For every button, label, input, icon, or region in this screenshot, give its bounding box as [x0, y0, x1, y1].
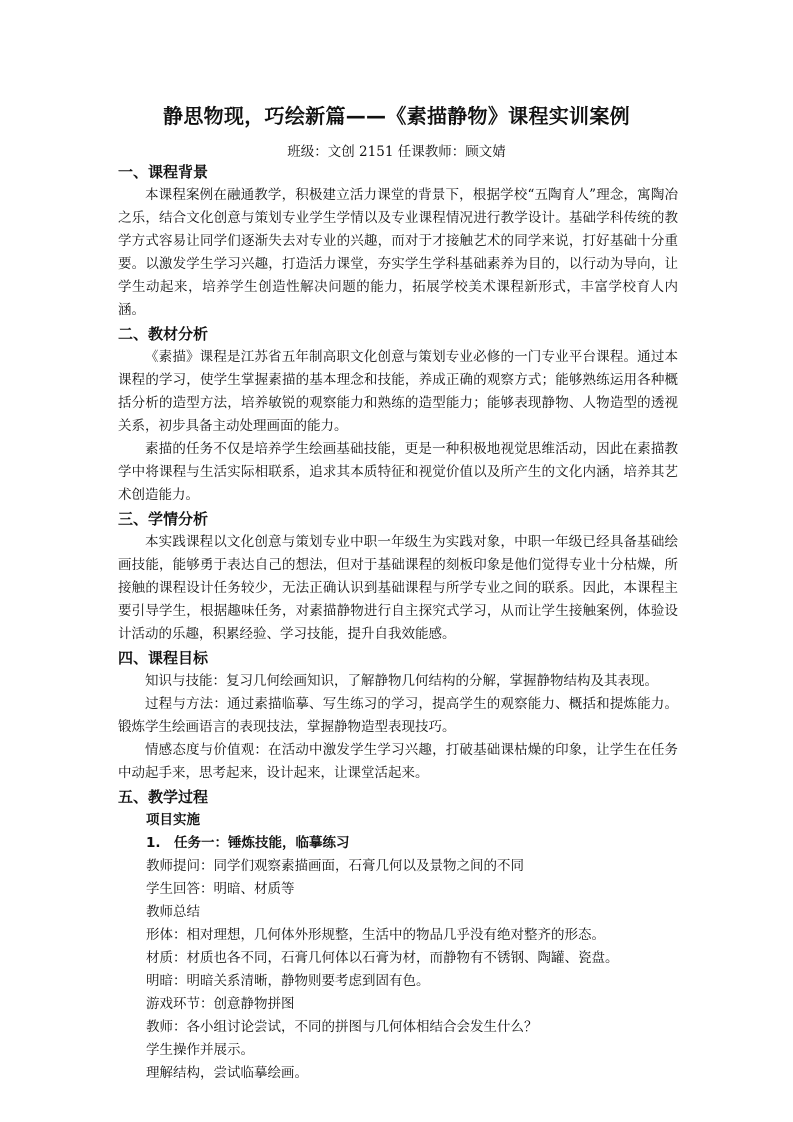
paragraph: 素描的任务不仅是培养学生绘画基础技能，更是一种积极地视觉思维活动，因此在素描教学中将课程与生活实际相联系，追求其本质特征和视觉价值以及所产生的文化内涵，培养其艺术创造能力。	[118, 441, 678, 503]
section-heading-student-analysis: 三、学情分析	[118, 510, 209, 528]
paragraph: 过程与方法：通过素描临摹、写生练习的学习，提高学生的观察能力、概括和提炼能力。锻炼学生绘画语言的表现技法，掌握静物造型表现技巧。	[118, 696, 678, 735]
task-number: 1.	[146, 835, 161, 851]
process-line: 学生回答：明暗、材质等	[146, 881, 295, 897]
document-title: 静思物现，巧绘新篇——《素描静物》课程实训案例	[163, 104, 630, 128]
paragraph: 本实践课程以文化创意与策划专业中职一年级生为实践对象，中职一年级已经具备基础绘画技能，能够勇于表达自己的想法，但对于基础课程的刻板印象是他们觉得专业十分枯燥，所接触的课程设计任务较少，无法正确认识到基础课程与所学专业之间的联系。因此，本课程主要引导学生，根据趣味任务，对素描静物进行自主探究式学习，从而让学生接触案例，体验设计活动的乐趣，积累经验、学习技能，提升自我效能感。	[118, 534, 678, 642]
paragraph: 本课程案例在融通教学，积极建立活力课堂的背景下，根据学校“五陶育人”理念，寓陶冶之乐，结合文化创意与策划专业学生学情以及专业课程情况进行教学设计。基础学科传统的教学方式容易让同学们逐渐失去对专业的兴趣，而对于才接触艺术的同学来说，打好基础十分重要。以激发学生学习兴趣，打造活力课堂，夯实学生学科基础素养为目的，以行动为导向，让学生动起来，培养学生创造性解决问题的能力，拓展学校美术课程新形式，丰富学校育人内涵。	[118, 187, 678, 318]
process-line: 形体：相对理想，几何体外形规整，生活中的物品几乎没有绝对整齐的形态。	[146, 927, 605, 943]
section-heading-textbook-analysis: 二、教材分析	[118, 325, 209, 343]
section-heading-teaching-process: 五、教学过程	[118, 788, 209, 806]
task-heading	[118, 832, 678, 855]
paragraph: 《素描》课程是江苏省五年制高职文化创意与策划专业必修的一门专业平台课程。通过本课程的学习，使学生掌握素描的基本理念和技能，养成正确的观察方式；能够熟练运用各种概括分析的造型方法，培养敏锐的观察能力和熟练的造型能力；能够表现静物、人物造型的透视关系，初步具备主动处理画面的能力。	[118, 349, 678, 434]
task-title: 任务一：锤炼技能，临摹练习	[174, 835, 350, 851]
paragraph: 情感态度与价值观：在活动中激发学生学习兴趣，打破基础课枯燥的印象，让学生在任务中动起手来，思考起来，设计起来，让课堂活起来。	[118, 742, 678, 781]
process-line: 教师总结	[146, 904, 200, 920]
document-subtitle: 班级：文创 2151 任课教师：顾文婧	[287, 144, 506, 160]
process-line: 学生操作并展示。	[146, 1042, 254, 1058]
process-line: 明暗：明暗关系清晰，静物则要考虑到固有色。	[146, 973, 430, 989]
subheading-project: 项目实施	[146, 812, 200, 828]
process-line: 材质：材质也各不同，石膏几何体以石膏为材，而静物有不锈钢、陶罐、瓷盘。	[146, 950, 619, 966]
section-heading-background: 一、课程背景	[118, 163, 209, 181]
section-heading-course-goals: 四、课程目标	[118, 649, 209, 667]
process-line: 教师：各小组讨论尝试，不同的拼图与几何体相结合会发生什么？	[146, 1019, 538, 1035]
process-line: 教师提问：同学们观察素描画面，石膏几何以及景物之间的不同	[146, 858, 524, 874]
paragraph: 知识与技能：复习几何绘画知识，了解静物几何结构的分解，掌握静物结构及其表现。	[145, 673, 658, 689]
process-line: 理解结构，尝试临摹绘画。	[146, 1065, 308, 1081]
document-body	[118, 160, 678, 1085]
process-line: 游戏环节：创意静物拼图	[146, 996, 295, 1012]
